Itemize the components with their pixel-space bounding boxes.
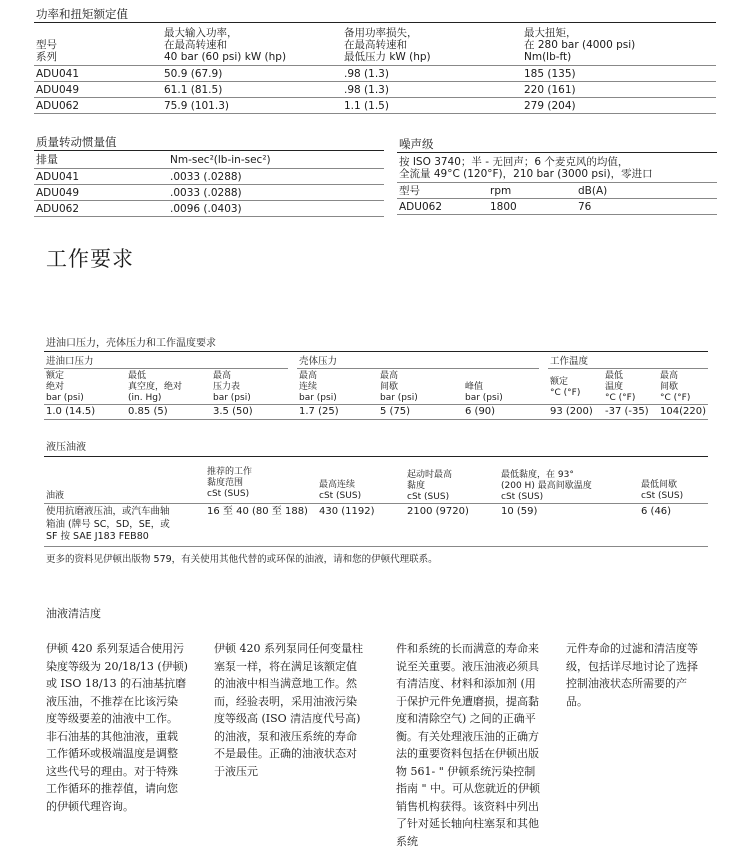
cleanliness-paragraph-1: 伊顿 420 系列泵适合使用污 染度等级为 20/18/13 (伊顿) 或 ISO 18/13 的石油基抗磨 液压油，不推荐在比该污染 度等级要差的油液中工作。 非石油基的其他油液，重载 工作循环或极端温度是调整 这些代号的理由。对于特殊 工作循环的推荐值，请向您 的伊顿代理咨询。	[46, 642, 188, 813]
group-inlet-pressure: 进油口压力	[46, 356, 94, 367]
divider	[44, 368, 288, 369]
divider	[34, 200, 384, 201]
page-title: 工作要求	[46, 247, 134, 271]
col-header-min-temp: 最低 温度 °C (°F)	[605, 371, 636, 403]
col-header-fluid: 油液	[46, 491, 65, 501]
group-operating-temp: 工作温度	[550, 356, 589, 367]
table-cell-max-int-temp: 104(220)	[660, 406, 706, 417]
table-cell-recommended: 16 至 40 (80 至 188)	[207, 506, 308, 517]
noise-description: 按 ISO 3740；半 - 无回声；6 个麦克风的均值， 全流量 49°C (120°F)，210 bar (3000 psi)，零进口	[399, 156, 653, 180]
table-cell-rated-temp: 93 (200)	[550, 406, 593, 417]
cleanliness-paragraph-2: 伊顿 420 系列泵同任何变量柱 塞泵一样，将在满足该额定值 的油液中相当满意地工作。然 而，经验表明，采用油液污染 度等级高 (ISO 清洁度代号高) 的油液，泵和液压系统的寿命 不是最佳。正确的油液状态对 于液压元	[214, 642, 363, 778]
col-header-min-intermittent: 最低间歇 cSt (SUS)	[641, 480, 684, 501]
col-header-standby-loss: 备用功率损失， 在最高转速和 最低压力 kW (hp)	[344, 27, 431, 63]
table-cell-min-viscosity: 10 (59)	[501, 506, 538, 517]
divider	[397, 198, 717, 199]
col-header-max-torque: 最大扭矩， 在 280 bar (4000 psi) Nm(lb-ft)	[524, 27, 636, 63]
divider	[397, 214, 717, 215]
cleanliness-paragraph-4: 元件寿命的过滤和清洁度等 级，包括详尽地讨论了选择 控制油液状态所需要的产 品。	[566, 642, 698, 708]
table-cell-peak: 6 (90)	[465, 406, 496, 417]
divider	[44, 546, 708, 547]
col-header-model: 型号	[399, 185, 420, 197]
divider	[34, 216, 384, 217]
col-header-max-gauge: 最高 压力表 bar (psi)	[213, 371, 251, 403]
table-cell-model: ADU049	[36, 84, 79, 96]
divider	[34, 65, 716, 66]
col-header-model: 型号 系列	[36, 39, 57, 63]
col-header-recommended: 推荐的工作 黏度范围 cSt (SUS)	[207, 467, 253, 499]
cleanliness-title: 油液清洁度	[46, 607, 101, 620]
table-cell-torque: 279 (204)	[524, 100, 576, 112]
table-cell-loss: .98 (1.3)	[344, 84, 389, 96]
col-header-peak: 峰值 bar (psi)	[465, 382, 503, 403]
col-header-rpm: rpm	[490, 185, 512, 197]
col-header-rated-abs: 额定 绝对 bar (psi)	[46, 371, 84, 403]
col-header-rated-temp: 额定 °C (°F)	[550, 377, 581, 398]
divider	[397, 152, 717, 153]
table-cell-fluid: 使用抗磨液压油，或汽车曲轴 箱油 (牌号 SC，SD，SE，或 SF 按 SAE J183 FEB80	[46, 506, 170, 542]
col-header-max-input-power: 最大输入功率， 在最高转速和 40 bar (60 psi) kW (hp)	[164, 27, 287, 63]
col-header-min-viscosity: 最低黏度，在 93° (200 H) 最高间歇温度 cSt (SUS)	[501, 470, 592, 502]
divider	[34, 168, 384, 169]
table-cell-power: 61.1 (81.5)	[164, 84, 223, 96]
noise-title: 噪声级	[399, 137, 434, 151]
divider	[34, 22, 716, 23]
table-cell-max-gauge: 3.5 (50)	[213, 406, 253, 417]
table-cell-min-abs: 0.85 (5)	[128, 406, 168, 417]
power-torque-title: 功率和扭矩额定值	[36, 7, 128, 21]
table-cell-min-intermittent: 6 (46)	[641, 506, 672, 517]
col-header-db: dB(A)	[578, 185, 608, 197]
col-header-inertia-value: Nm-sec²(lb-in-sec²)	[170, 154, 271, 166]
table-cell-torque: 220 (161)	[524, 84, 576, 96]
divider	[44, 456, 708, 457]
col-header-displacement: 排量	[36, 153, 58, 166]
col-header-max-int-temp: 最高 间歇 °C (°F)	[660, 371, 691, 403]
table-cell-max-continuous: 430 (1192)	[319, 506, 375, 517]
divider	[44, 351, 708, 352]
col-header-startup-max: 起动时最高 黏度 cSt (SUS)	[407, 470, 453, 502]
divider	[34, 113, 716, 114]
table-cell-rated-abs: 1.0 (14.5)	[46, 406, 96, 417]
table-cell-model: ADU041	[36, 68, 79, 80]
table-cell-power: 50.9 (67.9)	[164, 68, 223, 80]
col-header-min-abs: 最低 真空度，绝对 (in. Hg)	[128, 371, 183, 403]
table-cell-model: ADU062	[36, 203, 79, 215]
divider	[44, 419, 708, 420]
col-header-max-continuous: 最高 连续 bar (psi)	[299, 371, 337, 403]
table-cell-model: ADU062	[36, 100, 79, 112]
divider	[44, 404, 708, 405]
divider	[44, 503, 708, 504]
inertia-title: 质量转动惯量值	[36, 135, 117, 149]
table-cell-rpm: 1800	[490, 201, 517, 213]
col-header-max-continuous: 最高连续 cSt (SUS)	[319, 480, 362, 501]
table-cell-inertia: .0033 (.0288)	[170, 171, 242, 183]
divider	[548, 368, 708, 369]
hydraulic-fluid-title: 液压油液	[46, 442, 86, 453]
group-case-pressure: 壳体压力	[299, 356, 338, 367]
table-cell-power: 75.9 (101.3)	[164, 100, 229, 112]
divider	[34, 81, 716, 82]
divider	[34, 97, 716, 98]
table-cell-min-temp: -37 (-35)	[605, 406, 649, 417]
divider	[397, 182, 717, 183]
table-cell-max-continuous: 1.7 (25)	[299, 406, 339, 417]
table-cell-torque: 185 (135)	[524, 68, 576, 80]
table-cell-model: ADU049	[36, 187, 79, 199]
table-cell-loss: .98 (1.3)	[344, 68, 389, 80]
divider	[297, 368, 539, 369]
divider	[34, 150, 384, 151]
table-cell-loss: 1.1 (1.5)	[344, 100, 389, 112]
table-cell-startup-max: 2100 (9720)	[407, 506, 469, 517]
col-header-max-intermittent: 最高 间歇 bar (psi)	[380, 371, 418, 403]
table-cell-model: ADU062	[399, 201, 442, 213]
table-cell-inertia: .0096 (.0403)	[170, 203, 242, 215]
table-cell-max-intermittent: 5 (75)	[380, 406, 411, 417]
table-cell-inertia: .0033 (.0288)	[170, 187, 242, 199]
divider	[34, 184, 384, 185]
cleanliness-paragraph-3: 件和系统的长而满意的寿命来 说至关重要。液压油液必须具 有清洁度、材料和添加剂 (用 于保护元件免遭磨损，提高黏 度和清除空气) 之间的正确平 衡。有关处理液压油的正确方 法的重要资料包括在伊顿出版 物 561- " 伊顿系统污染控制 指南 " 中。可从您就近的伊顿 销售机构获得。该资料中列出 了针对延长轴向柱塞泵和其他 系统	[396, 642, 541, 848]
hydraulic-fluid-note: 更多的资料见伊顿出版物 579，有关使用其他代替的或环保的油液，请和您的伊顿代理联系。	[46, 554, 438, 565]
table-cell-model: ADU041	[36, 171, 79, 183]
pressure-temp-title: 进油口压力，壳体压力和工作温度要求	[46, 338, 216, 349]
table-cell-db: 76	[578, 201, 592, 213]
